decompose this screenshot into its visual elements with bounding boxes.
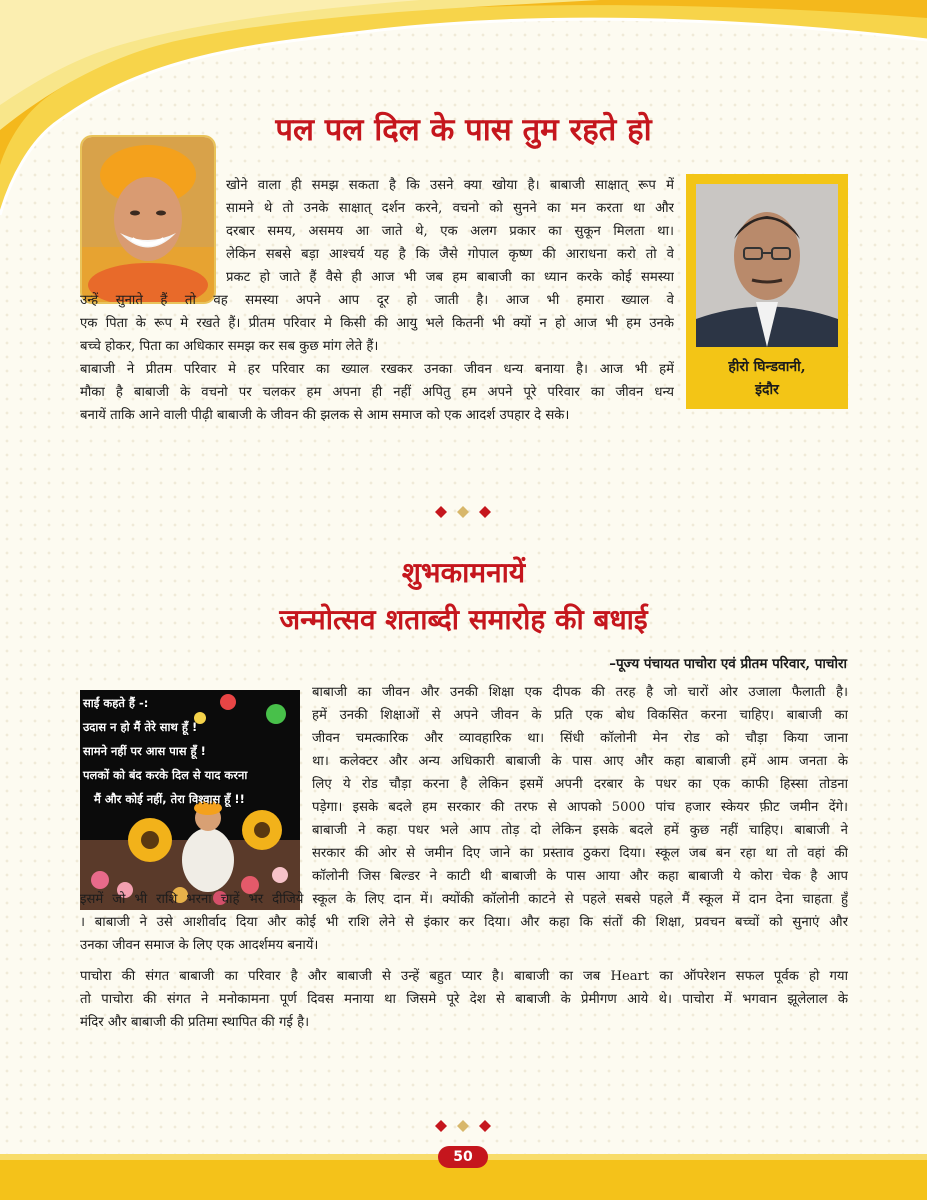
article2-para2-line: पाचोरा की संगत बाबाजी का परिवार है और बाबाजी से उन्हें बहुत प्यार है। बाबाजी का जब Heart का ऑपरेशन सफल पूर्वक हो गया: [80, 969, 848, 984]
article2-line: हमें उनकी शिक्षाओं से अपने जीवन के प्रति एक बोध विकसित करना चाहिए। बाबाजी का: [312, 708, 848, 723]
page-number: 50: [438, 1146, 488, 1168]
article1-line: बच्चे होकर, पिता का अधिकार समझ कर सब कुछ मांग लेते हैं।: [80, 339, 379, 354]
article2-line: । बाबाजी ने उसे आशीर्वाद दिया और कोई भी राशि लेने से इंकार कर दिया। और कहा कि संतों की शिक्षा, प्रवचन बच्चों को सुनाएं और: [80, 915, 848, 930]
greetings-attribution: –पूज्य पंचायत पाचोरा एवं प्रीतम परिवार, पाचोरा: [609, 656, 847, 672]
contributor-photo: [696, 184, 838, 347]
contributor-city: इंदौर: [755, 382, 779, 398]
article1-line: खोने वाला ही समझ सकता है कि उसने क्या खोया है। बाबाजी साक्षात् रूप में: [226, 178, 674, 193]
diamond-divider-icon: [433, 1118, 493, 1134]
contributor-name: हीरो घिन्डवानी,: [728, 359, 806, 375]
article2-line: था। कलेक्टर और अन्य अधिकारी बाबाजी के पास आए और कहा बाबाजी हमें आम जनता के: [312, 754, 848, 769]
article1-line: सामने थे तो उनके साक्षात् दर्शन करने, वचनो को सुनने का मन करता था और: [226, 201, 674, 216]
contributor-card: [686, 174, 848, 409]
article1-line: प्रकट हो जाते हैं वैसे ही आज भी जब हम बाबाजी का ध्यान करके कोई समस्या: [226, 270, 674, 285]
article2-line: बाबाजी का जीवन और उनकी शिक्षा एक दीपक की तरह है जो चारों ओर उजाला फैलाती है।: [312, 685, 848, 700]
article2-line: जीवन चमत्कारिक और व्यावहारिक था। सिंधी कॉलोनी मेन रोड को चौड़ा किया जाना: [312, 731, 848, 746]
article2-line: बाबाजी ने कहा पधर भले आप तोड़ दो लेकिन इसके बदले हमें कुछ नहीं चाहिए। बाबाजी ने: [312, 823, 848, 838]
article1-line: बाबाजी ने प्रीतम परिवार मे हर परिवार का ख्याल रखकर उनका जीवन धन्य बनाया है। आज भी हमें: [80, 362, 674, 377]
poster-line: उदास न हो मैं तेरे साथ हूँ !: [83, 720, 198, 734]
article2-line: पड़ेगा। इसके बदले हम सरकार की तरफ से आपको 5000 पांच हजार स्केयर फ़ीट जमीन देंगे।: [312, 800, 848, 815]
article2-line: कॉलोनी जिस बिल्डर ने काटी थी बाबाजी के पास आया और कहा बाबाजी ये कोरा चेक है आप: [312, 869, 848, 884]
article1-line: उन्हें सुनाते हैं तो वह समस्या अपने आप दूर हो जाती है। आज भी हमारा ख्याल वे: [80, 293, 674, 308]
article2-line: उनका जीवन समाज के लिए एक आदर्शमय बनायें।: [80, 938, 319, 953]
poster-line: पलकों को बंद करके दिल से याद करना: [83, 768, 248, 782]
article1-line: एक पिता के रूप मे रखते हैं। प्रीतम परिवार मे किसी की आयु भले कितनी भी क्यों न हो आज भी हम उनके: [80, 316, 674, 331]
article1-line: बनायें ताकि आने वाली पीढ़ी बाबाजी के जीवन की झलक से आम समाज को एक आदर्श उपहार दे सके।: [80, 408, 570, 423]
article2-line: इसमें जो भी राशि भरना चाहें भर दीजिये स्कूल के लिए दान में। क्योंकी कॉलोनी काटने से पहले सबसे पहले मैं स्कूल में दान देना चाहता हुँ: [80, 892, 848, 907]
greetings-subtitle: जन्मोत्सव शताब्दी समारोह की बधाई: [279, 603, 648, 636]
poster-line: साईं कहते हैं -:: [83, 696, 149, 710]
article-title: पल पल दिल के पास तुम रहते हो: [275, 112, 652, 148]
diamond-divider-icon: [433, 504, 493, 520]
poster-line: सामने नहीं पर आस पास हूँ !: [83, 744, 206, 758]
article2-para2-line: मंदिर और बाबाजी की प्रतिमा स्थापित की गई है।: [80, 1015, 310, 1030]
baba-portrait: [80, 135, 216, 304]
article2-line: सरकार की ओर से जमीन दिए जाने का प्रस्ताव ठुकरा दिया। स्कूल जब बन रहा था तो वहां की: [312, 846, 848, 861]
article2-para2-line: तो पाचोरा की संगत ने मनोकामना पूर्ण दिवस मनाया था जिसमे पूरे देश से बाबाजी के प्रेमीगण आये थे। पाचोरा में भगवान झूलेलाल के: [80, 992, 848, 1007]
article1-line: दरबार समय, असमय आ जाते थे, एक अलग प्रकार का सुकून मिलता था।: [226, 224, 674, 239]
article2-line: लिए ये रोड चौड़ा करना है लेकिन इसमें अपनी दरबार के पधर का एक काफी हिस्सा तोडना: [312, 777, 848, 792]
article1-line: मौका है बाबाजी के वचनो पर चलकर हम अपना ही नहीं अपितु हम अपने पूरे परिवार का जीवन धन्य: [80, 385, 674, 400]
article1-line: लेकिन सबसे बड़ा आश्चर्य यह है कि जैसे गोपाल कृष्ण की आराधना करो तो वे: [226, 247, 674, 262]
greetings-title: शुभकामनायें: [401, 556, 526, 589]
sai-quote-poster: [80, 690, 300, 910]
poster-line: मैं और कोई नहीं, तेरा विश्वास हूँ !!: [94, 792, 245, 806]
